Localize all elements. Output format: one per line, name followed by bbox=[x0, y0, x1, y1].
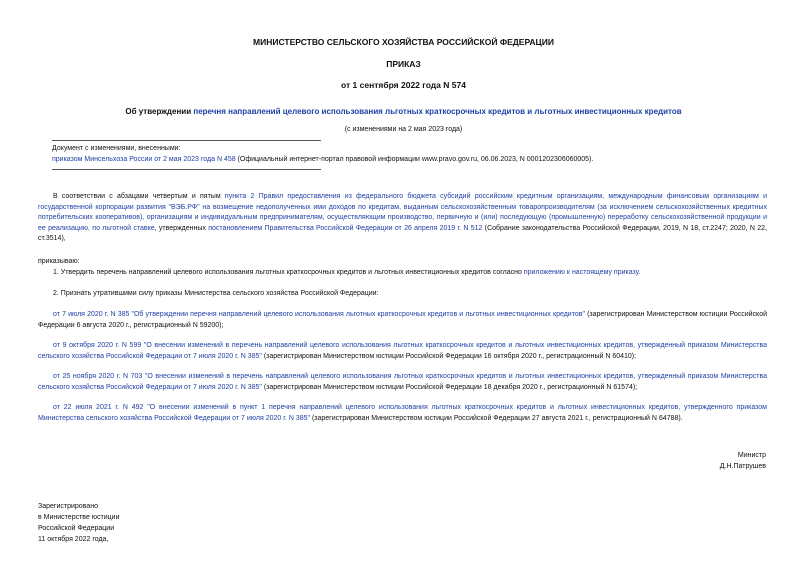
item-2: 2. Признать утратившими силу приказы Министерства сельского хозяйства Российской Федерации: bbox=[53, 290, 379, 297]
date-number-heading: от 1 сентября 2022 года N 574 bbox=[341, 80, 466, 90]
preamble-text-3: (Собрание законодательства Российской Федерации, 2019, N 18, ст.2247; 2020, N 22, ст.3514), bbox=[38, 224, 768, 242]
repealed-order-2-rest: (зарегистрирован Министерством юстиции Российской Федерации 16 октября 2020 г., регистрационный N 60410); bbox=[261, 352, 637, 360]
registration-line-3: Российской Федерации bbox=[38, 525, 115, 532]
changes-rest: (Официальный интернет-портал правовой информации www.pravo.gov.ru, 06.06.2023, N 0001202306060005). bbox=[235, 156, 594, 163]
registration-line-4: 11 октября 2022 года, bbox=[38, 536, 109, 543]
repealed-order-4-rest: (зарегистрирован Министерством юстиции Российской Федерации 27 августа 2021 г., регистрационный N 64788). bbox=[310, 414, 683, 422]
document-title bbox=[0, 107, 807, 116]
item-1 bbox=[53, 269, 640, 276]
repealed-order-1 bbox=[38, 310, 767, 331]
edition-note: (с изменениями на 2 мая 2023 года) bbox=[344, 126, 463, 133]
item-1-text: 1. Утвердить перечень направлений целевого использования льготных краткосрочных кредитов и льготных инвестиционных кредитов согласно bbox=[53, 269, 524, 276]
signature-position: Министр bbox=[737, 452, 766, 459]
registration-line-1: Зарегистрировано bbox=[38, 503, 98, 510]
preamble-text-1: В соответствии с абзацами четвертым и пятым bbox=[53, 193, 225, 200]
repealed-order-1-link[interactable]: от 7 июля 2020 г. N 385 "Об утверждении перечня направлений целевого использования льготных краткосрочных кредитов и льготных инвестиционных кредитов" bbox=[53, 311, 585, 318]
repealed-order-1-rest: (зарегистрирован Министерством юстиции Российской Федерации 6 августа 2020 г., регистрационный N 59200); bbox=[38, 311, 768, 329]
changes-entry bbox=[52, 156, 593, 163]
doc-type-heading: ПРИКАЗ bbox=[386, 59, 421, 69]
preamble-text-2: , утвержденных bbox=[154, 224, 209, 232]
repealed-order-3-link[interactable]: от 25 ноября 2020 г. N 703 "О внесении изменений в перечень направлений целевого использования льготных краткосрочных кредитов и льготных инвестиционных кредитов, утвержденный приказом Министерства сельского хозяйства Российской Федерации от 7 июля 2020 г. N 385" bbox=[38, 373, 767, 391]
repealed-order-3-rest: (зарегистрирован Министерством юстиции Российской Федерации 18 декабря 2020 г., регистрационный N 61574); bbox=[261, 383, 638, 391]
changes-link[interactable]: приказом Минсельхоза России от 2 мая 2023 года N 458 bbox=[52, 156, 236, 163]
item-1-end: . bbox=[638, 269, 641, 276]
repealed-order-2 bbox=[38, 341, 767, 362]
repealed-order-2-link[interactable]: от 9 октября 2020 г. N 599 "О внесении изменений в перечень направлений целевого использования льготных краткосрочных кредитов и льготных инвестиционных кредитов, утвержденный приказом Министерства сельского хозяйства Российской Федерации от 7 июля 2020 г. N 385" bbox=[38, 342, 767, 360]
registration-line-2: в Министерстве юстиции bbox=[38, 514, 120, 521]
changes-bottom-rule bbox=[52, 169, 321, 170]
repealed-order-4 bbox=[38, 403, 767, 424]
rules-link[interactable]: пункта 2 Правил предоставления из федерального бюджета субсидий российским кредитным организациям, международным финансовым организациям и государственной корпорации развития "ВЭБ.РФ" на возмещение недополученных ими доходов по кредитам, выданным сельскохозяйственным товаропроизводителям (за исключением сельскохозяйственных кредитных потребительских кооперативов), организациям и индивидуальным предпринимателям, осуществляющим производство, первичную и (или) последующую (промышленную) переработку сельскохозяйственной продукции и ее реализацию, по льготной ставке bbox=[38, 193, 767, 232]
signature-name: Д.Н.Патрушев bbox=[719, 463, 766, 470]
title-prefix: Об утверждении bbox=[125, 107, 192, 116]
title-link[interactable]: перечня направлений целевого использования льготных краткосрочных кредитов и льготных инвестиционных кредитов bbox=[193, 107, 682, 116]
repealed-order-4-link[interactable]: от 22 июля 2021 г. N 492 "О внесении изменений в пункт 1 перечня направлений целевого использования льготных краткосрочных кредитов и льготных инвестиционных кредитов, утвержденного приказом Министерства сельского хозяйства Российской Федерации от 7 июля 2020 г. N 385" bbox=[38, 404, 767, 422]
preamble-paragraph bbox=[38, 192, 767, 245]
repealed-order-3 bbox=[38, 372, 767, 393]
government-decree-link[interactable]: постановлением Правительства Российской Федерации от 26 апреля 2019 г. N 512 bbox=[208, 224, 483, 232]
changes-top-rule bbox=[52, 140, 321, 141]
ministry-heading: МИНИСТЕРСТВО СЕЛЬСКОГО ХОЗЯЙСТВА РОССИЙСКОЙ ФЕДЕРАЦИИ bbox=[253, 37, 554, 47]
appendix-link[interactable]: приложению к настоящему приказу bbox=[523, 269, 639, 276]
changes-caption: Документ с изменениями, внесенными: bbox=[52, 145, 181, 152]
order-word: приказываю: bbox=[38, 258, 80, 265]
